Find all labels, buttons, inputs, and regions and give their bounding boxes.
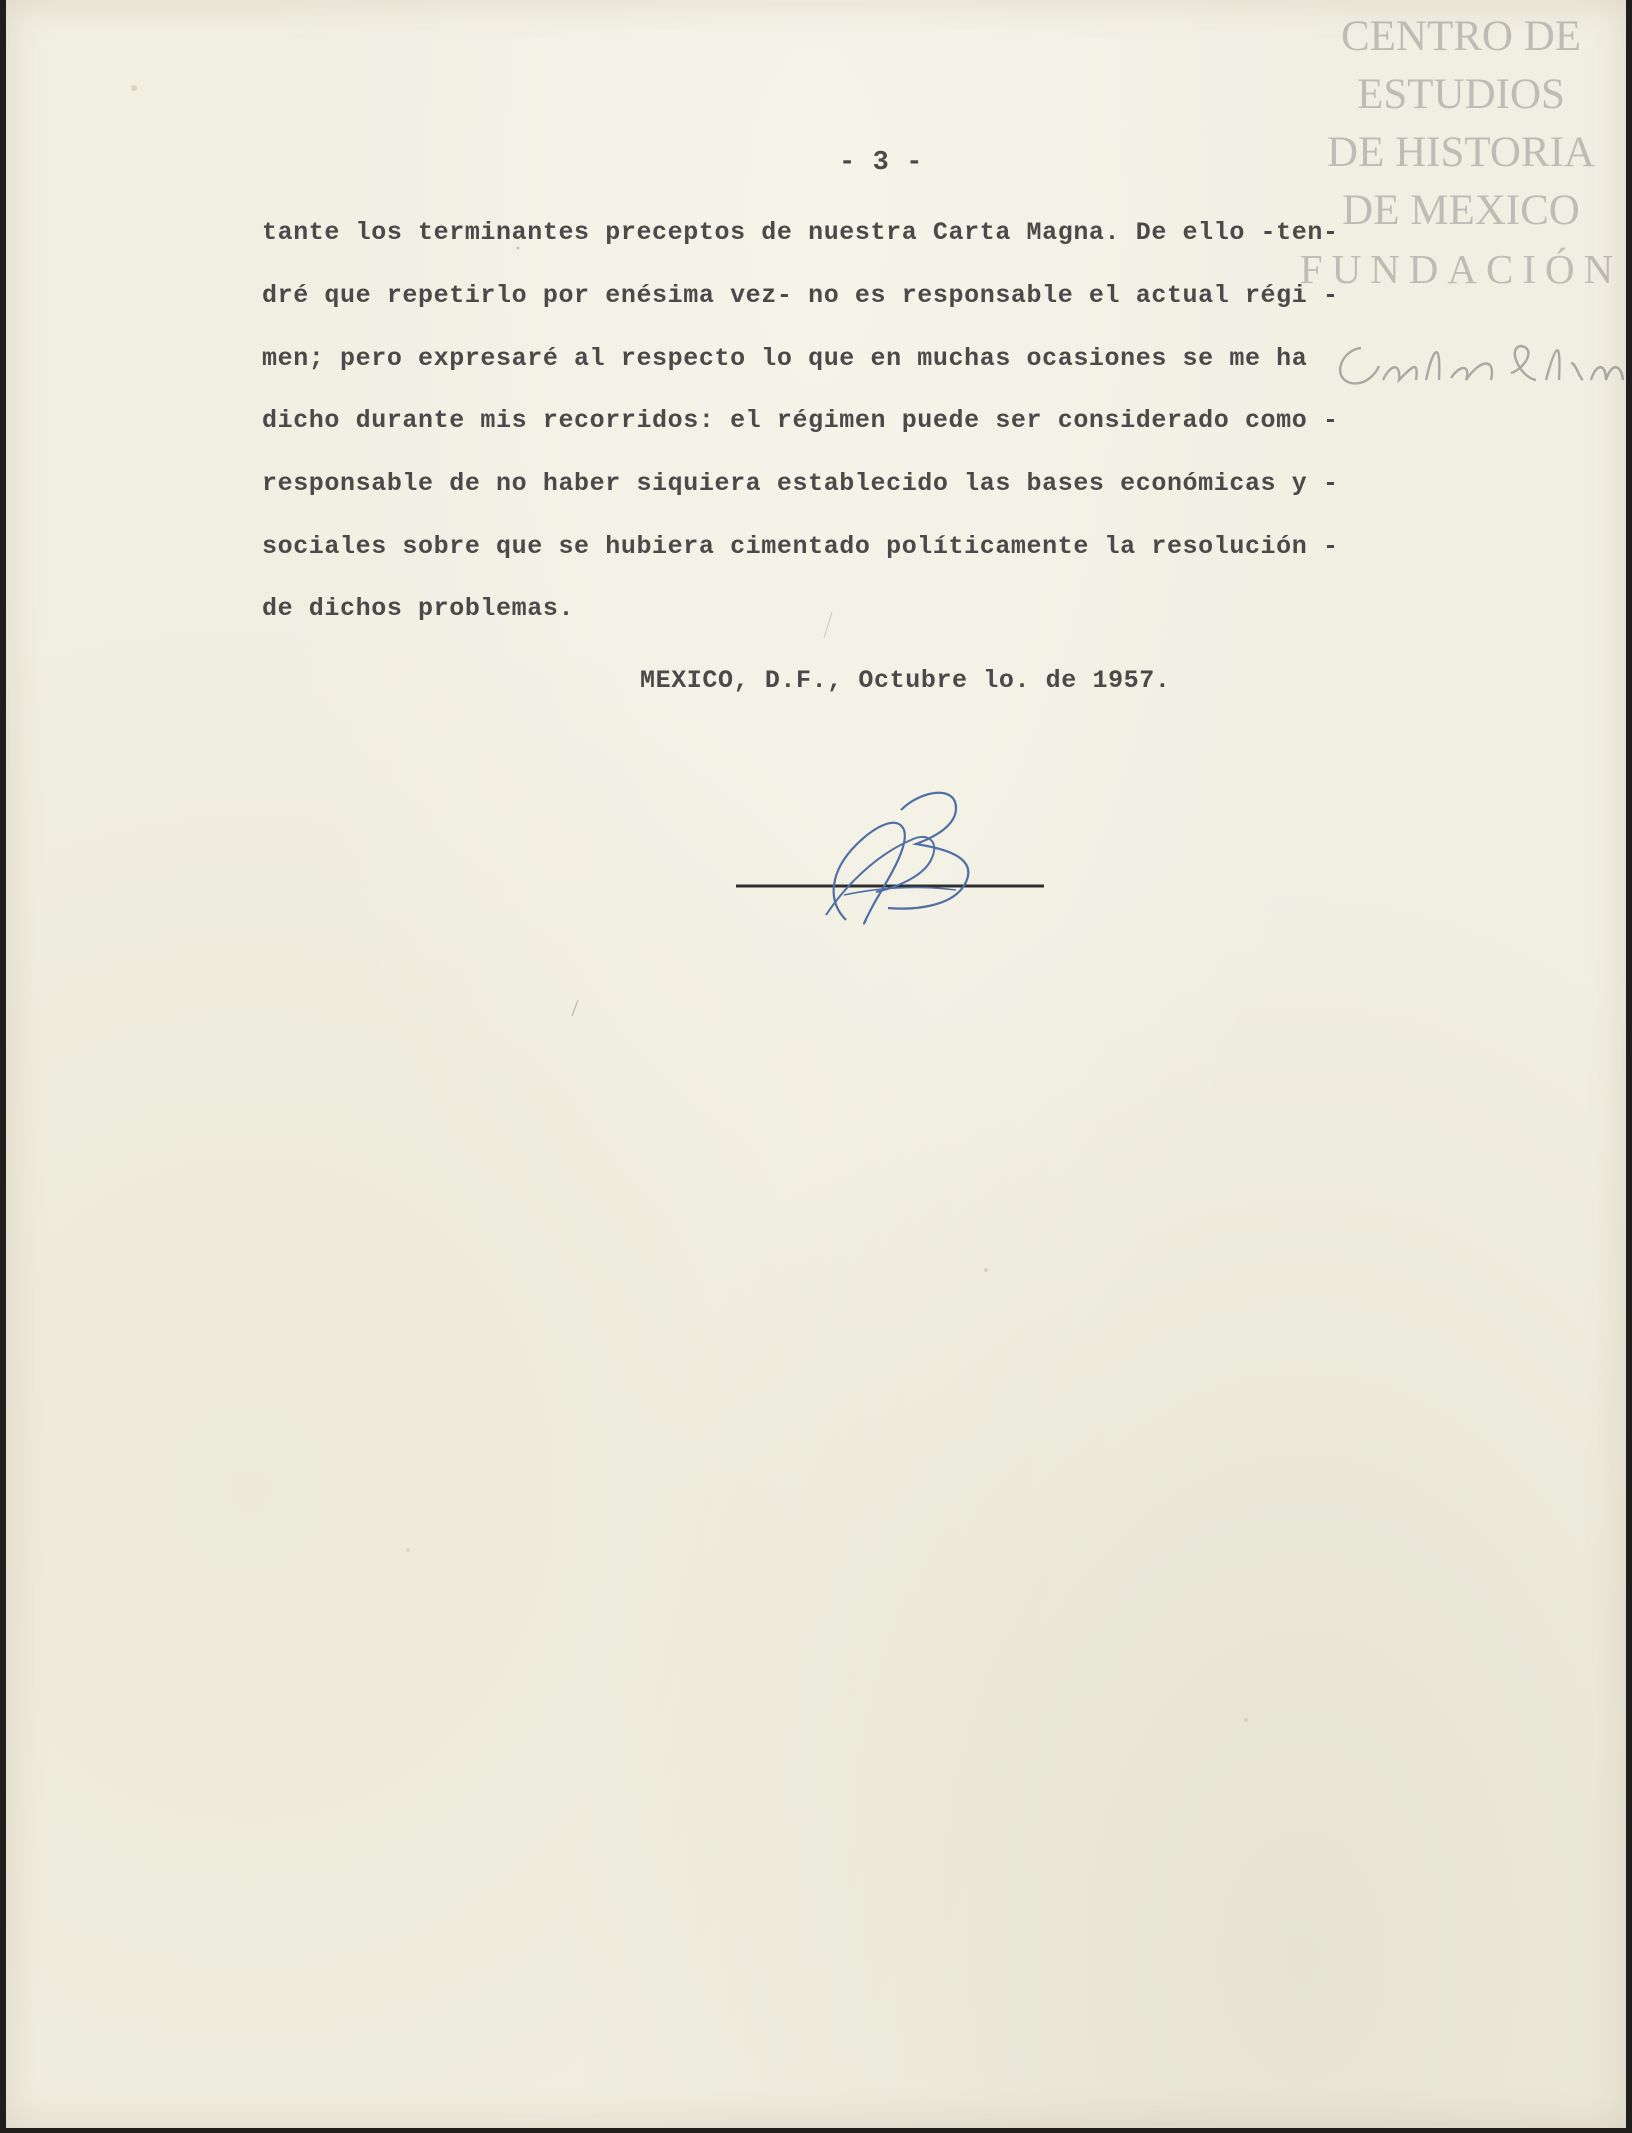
body-line-4: dicho durante mis recorridos: el régimen puede ser considerado como - — [262, 406, 1339, 435]
page-number: - 3 - — [839, 148, 924, 178]
watermark-line-3: DE HISTORIA — [1327, 129, 1595, 176]
body-line-7: de dichos problemas. — [262, 594, 575, 623]
body-line-3: men; pero expresaré al respecto lo que en muchas ocasiones se me ha — [262, 344, 1308, 373]
watermark-line-5: FUNDACIÓN — [1299, 246, 1623, 292]
handwritten-signature — [726, 770, 1056, 940]
watermark — [1296, 8, 1626, 298]
body-line-1: tante los terminantes preceptos de nuestra Carta Magna. De ello -ten- — [262, 218, 1339, 247]
paper-page — [6, 0, 1626, 2128]
body-line-6: sociales sobre que se hubiera cimentado políticamente la resolución - — [262, 532, 1339, 561]
body-line-5: responsable de no haber siquiera establecido las bases económicas y - — [262, 469, 1339, 498]
watermark-signature — [1321, 328, 1631, 398]
watermark-line-4: DE MEXICO — [1342, 187, 1580, 234]
date-line: MEXICO, D.F., Octubre lo. de 1957. — [640, 666, 1171, 695]
paper-specks — [6, 0, 1626, 2128]
body-line-2: dré que repetirlo por enésima vez- no es responsable el actual régi - — [262, 281, 1339, 310]
watermark-line-2: ESTUDIOS — [1357, 71, 1565, 118]
watermark-line-1: CENTRO DE — [1340, 13, 1582, 60]
